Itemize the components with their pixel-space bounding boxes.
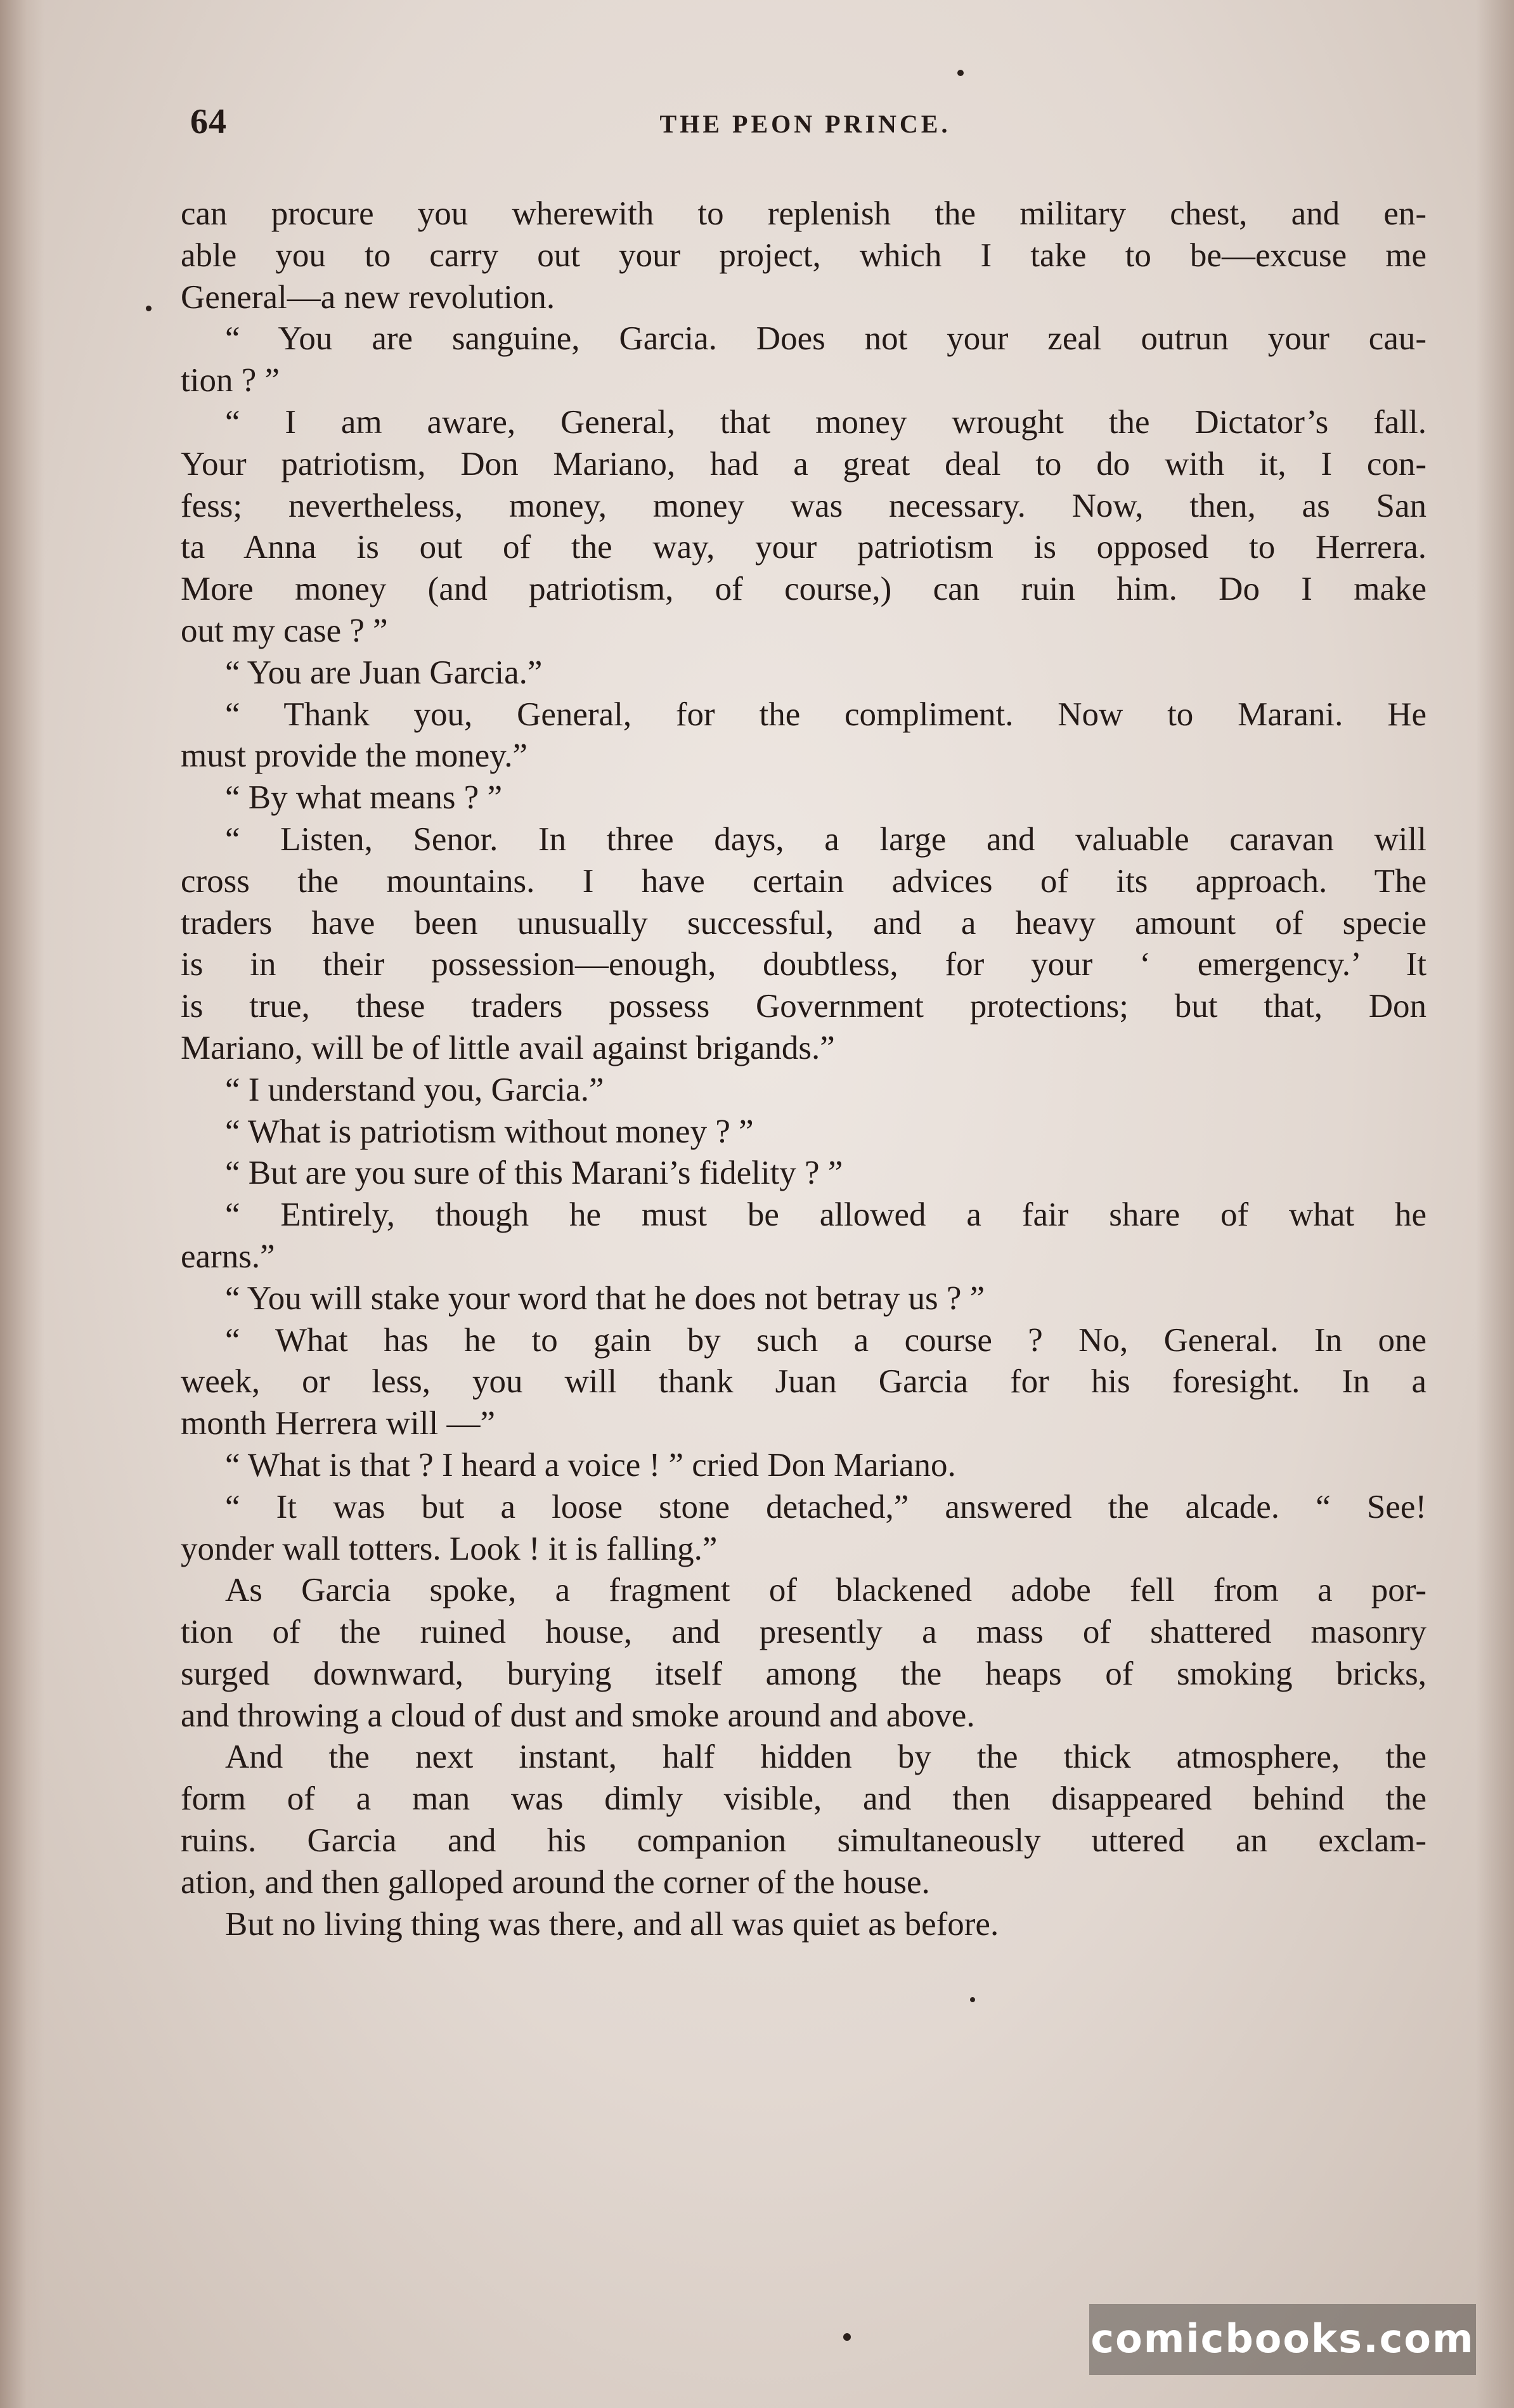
- page-edge-shadow-right: [1476, 0, 1514, 2408]
- text-line: ruins. Garcia and his companion simultaneously uttered an exclam-: [181, 1822, 1427, 1860]
- page-header: [190, 101, 1420, 159]
- text-line: “ Listen, Senor. In three days, a large and valuable caravan will: [225, 820, 1427, 858]
- text-line: “ I understand you, Garcia.”: [225, 1071, 604, 1108]
- text-line: “ But are you sure of this Marani’s fidelity ? ”: [225, 1155, 843, 1192]
- text-line: month Herrera will —”: [181, 1405, 495, 1442]
- ink-speck: [146, 306, 152, 311]
- text-line: “ You are sanguine, Garcia. Does not your zeal outrun your cau-: [225, 320, 1427, 358]
- text-line: is true, these traders possess Government protections; but that, Don: [181, 988, 1427, 1025]
- text-line: yonder wall totters. Look ! it is falling.”: [181, 1530, 718, 1567]
- text-line: Your patriotism, Don Mariano, had a great deal to do with it, I con-: [181, 445, 1427, 482]
- text-line: “ I am aware, General, that money wrought the Dictator’s fall.: [225, 403, 1427, 441]
- text-line: cross the mountains. I have certain advices of its approach. The: [181, 862, 1427, 900]
- text-line: “ What has he to gain by such a course ? No, General. In one: [225, 1321, 1427, 1359]
- ink-speck: [970, 1997, 975, 2002]
- text-line: able you to carry out your project, which I take to be—excuse me: [181, 236, 1427, 274]
- text-line: “ Entirely, though he must be allowed a fair share of what he: [225, 1196, 1427, 1234]
- text-line: is in their possession—enough, doubtless, for your ‘ emergency.’ It: [181, 946, 1427, 983]
- text-line: “ What is that ? I heard a voice ! ” cried Don Mariano.: [225, 1446, 956, 1484]
- text-line: As Garcia spoke, a fragment of blackened adobe fell from a por-: [225, 1572, 1427, 1609]
- text-line: “ You are Juan Garcia.”: [225, 654, 543, 691]
- text-line: fess; nevertheless, money, money was necessary. Now, then, as San: [181, 487, 1427, 524]
- text-line: “ You will stake your word that he does not betray us ? ”: [225, 1279, 985, 1317]
- page-edge-shadow-left: [0, 0, 44, 2408]
- watermark-text: comicbooks.com: [1090, 2315, 1475, 2362]
- text-line: But no living thing was there, and all was quiet as before.: [225, 1905, 999, 1943]
- text-line: “ It was but a loose stone detached,” answered the alcade. “ See!: [225, 1488, 1427, 1525]
- text-line: And the next instant, half hidden by the thick atmosphere, the: [225, 1738, 1427, 1776]
- text-line: “ What is patriotism without money ? ”: [225, 1113, 754, 1150]
- running-title: THE PEON PRINCE.: [659, 110, 951, 138]
- text-line: More money (and patriotism, of course,) can ruin him. Do I make: [181, 571, 1427, 608]
- text-line: “ By what means ? ”: [225, 779, 503, 817]
- text-line: week, or less, you will thank Juan Garcia for his foresight. In a: [181, 1363, 1427, 1401]
- text-line: can procure you wherewith to replenish the military chest, and en-: [181, 195, 1427, 232]
- text-line: “ Thank you, General, for the compliment. Now to Marani. He: [225, 696, 1427, 733]
- text-line: ta Anna is out of the way, your patriotism is opposed to Herrera.: [181, 529, 1427, 566]
- text-line: tion ? ”: [181, 362, 280, 399]
- text-line: Mariano, will be of little avail against brigands.”: [181, 1029, 835, 1066]
- ink-speck: [957, 70, 964, 76]
- text-line: tion of the ruined house, and presently a mass of shattered masonry: [181, 1614, 1427, 1651]
- watermark-badge: [1089, 2304, 1476, 2375]
- text-line: out my case ? ”: [181, 612, 388, 649]
- ink-speck: [843, 2333, 851, 2341]
- text-line: ation, and then galloped around the corner of the house.: [181, 1863, 930, 1901]
- page-number: 64: [190, 102, 227, 141]
- text-line: General—a new revolution.: [181, 278, 555, 316]
- text-line: surged downward, burying itself among the heaps of smoking bricks,: [181, 1655, 1427, 1692]
- text-line: must provide the money.”: [181, 737, 528, 775]
- body-text: [181, 193, 1427, 1945]
- text-line: and throwing a cloud of dust and smoke around and above.: [181, 1697, 975, 1734]
- text-line: earns.”: [181, 1238, 275, 1275]
- text-line: traders have been unusually successful, and a heavy amount of specie: [181, 904, 1427, 942]
- text-line: form of a man was dimly visible, and then disappeared behind the: [181, 1780, 1427, 1818]
